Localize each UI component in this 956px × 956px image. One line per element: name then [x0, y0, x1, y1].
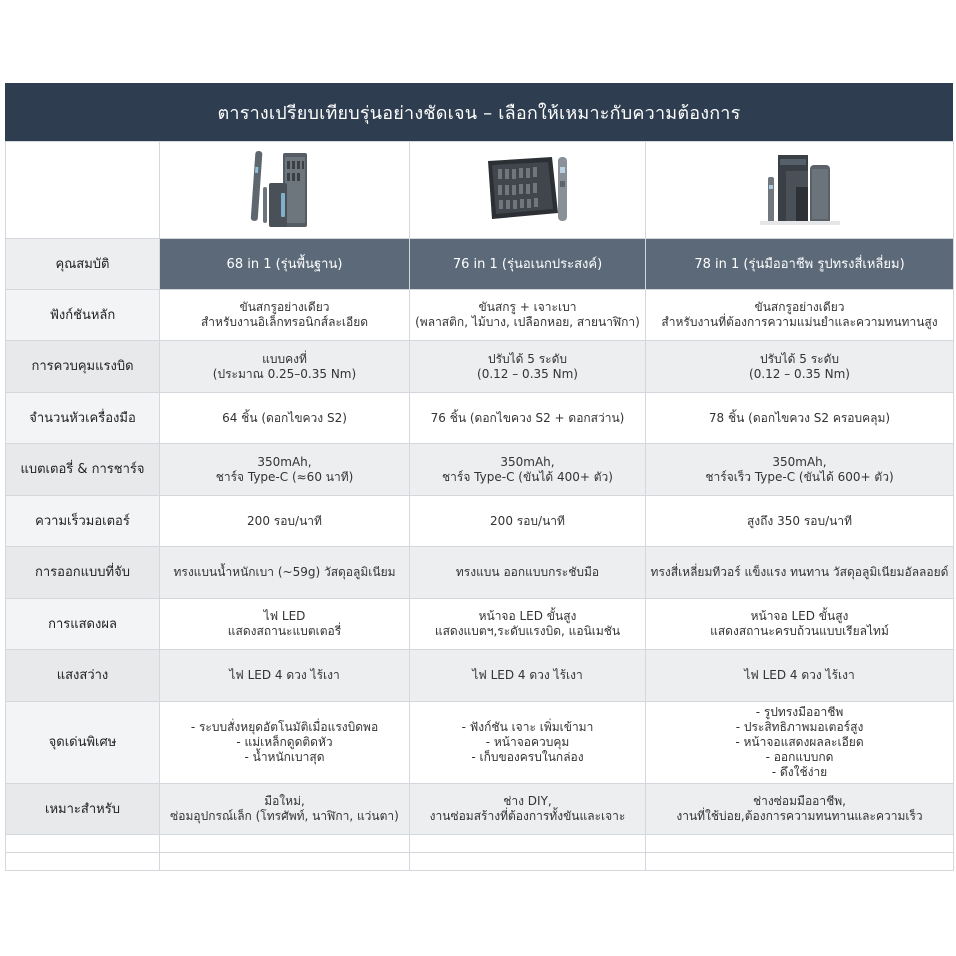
cell-line: (พลาสติก, ไม้บาง, เปลือกหอย, สายนาฬิกา) [415, 315, 640, 329]
empty-cell [410, 853, 646, 871]
model-76-header: 76 in 1 (รุ่นอเนกประสงค์) [410, 239, 646, 290]
row-label: ฟังก์ชันหลัก [6, 290, 160, 341]
cell-line: ไฟ LED 4 ดวง ไร้เงา [229, 668, 340, 682]
row-cell [646, 393, 954, 444]
row-cell [160, 444, 410, 496]
cell-line: ไฟ LED 4 ดวง ไร้เงา [472, 668, 583, 682]
row-cell [410, 496, 646, 547]
product-68-image [245, 147, 325, 233]
cell-line: - หน้าจอแสดงผลละเอียด [735, 735, 864, 749]
row-cell [646, 599, 954, 650]
cell-line: ทรงแบน ออกแบบกระชับมือ [455, 565, 600, 579]
cell-line: ไฟ LED [263, 609, 306, 623]
empty-cell [160, 853, 410, 871]
cell-line: - ประสิทธิภาพมอเตอร์สูง [735, 720, 864, 734]
row-cell [410, 444, 646, 496]
cell-line: แสดงสถานะครบถ้วนแบบเรียลไทม์ [710, 624, 889, 638]
cell-line: งานซ่อมสร้างที่ต้องการทั้งขันและเจาะ [429, 809, 626, 823]
row-cell [410, 290, 646, 341]
empty-row [6, 853, 954, 871]
empty-cell [410, 835, 646, 853]
cell-line: แบบคงที่ [262, 351, 307, 366]
product-76-image [478, 147, 578, 233]
cell-line: (ประมาณ 0.25–0.35 Nm) [212, 366, 357, 381]
product-image-78 [646, 142, 954, 239]
empty-cell [6, 835, 160, 853]
empty-cell [646, 853, 954, 871]
empty-cell [160, 835, 410, 853]
cell-line: ปรับได้ 5 ระดับ [759, 351, 840, 366]
row-cell [160, 599, 410, 650]
row-cell [160, 784, 410, 835]
cell-line: - ระบบสั่งหยุดอัตโนมัติเมื่อแรงบิดพอ [190, 720, 379, 734]
cell-line: 350mAh, [772, 454, 827, 469]
empty-cell [6, 853, 160, 871]
row-cell [410, 702, 646, 784]
row-label: แสงสว่าง [6, 650, 160, 702]
cell-line: ทรงสี่เหลี่ยมทีวอร์ แข็งแรง ทนทาน วัสดุอลูมิเนียมอัลลอยด์ [650, 565, 949, 579]
cell-line: 350mAh, [257, 454, 312, 469]
cell-line: ปรับได้ 5 ระดับ [487, 351, 568, 366]
cell-line: - ดึงใช้ง่าย [771, 765, 828, 779]
table-row [6, 444, 954, 496]
cell-line: 64 ชิ้น (ดอกไขควง S2) [222, 410, 347, 425]
row-cell [646, 341, 954, 393]
empty-corner-cell [6, 142, 160, 239]
cell-line: หน้าจอ LED ขั้นสูง [478, 609, 577, 623]
row-cell [410, 599, 646, 650]
cell-line: ขันสกรู + เจาะเบา [478, 300, 577, 314]
cell-line: ซ่อมอุปกรณ์เล็ก (โทรศัพท์, นาฬิกา, แว่นตา) [170, 809, 399, 823]
cell-line: สูงถึง 350 รอบ/นาที [746, 513, 852, 528]
table-row [6, 702, 954, 784]
cell-line: (0.12 – 0.35 Nm) [749, 366, 850, 381]
cell-line: - เก็บของครบในกล่อง [471, 750, 584, 764]
table-row [6, 599, 954, 650]
empty-cell [646, 835, 954, 853]
cell-line: แสดงแบตฯ,ระดับแรงบิด, แอนิเมชัน [434, 624, 621, 638]
cell-line: - น้ำหนักเบาสุด [244, 750, 325, 764]
table-row [6, 650, 954, 702]
cell-line: ขันสกรูอย่างเดียว [239, 300, 330, 314]
row-label: ความเร็วมอเตอร์ [6, 496, 160, 547]
row-cell [410, 393, 646, 444]
model-68-header: 68 in 1 (รุ่นพื้นฐาน) [160, 239, 410, 290]
cell-line: ไฟ LED 4 ดวง ไร้เงา [744, 668, 855, 682]
cell-line: สำหรับงานที่ต้องการความแม่นยำและความทนทานสูง [661, 315, 938, 329]
row-label: การออกแบบที่จับ [6, 547, 160, 599]
cell-line: ชาร์จ Type-C (≈60 นาที) [215, 469, 354, 484]
cell-line: 76 ชิ้น (ดอกไขควง S2 + ดอกสว่าน) [430, 410, 625, 425]
table-row [6, 784, 954, 835]
empty-row [6, 835, 954, 853]
cell-line: หน้าจอ LED ขั้นสูง [750, 609, 849, 623]
row-cell [410, 650, 646, 702]
table-row [6, 341, 954, 393]
model-78-header: 78 in 1 (รุ่นมืออาชีพ รูปทรงสี่เหลี่ยม) [646, 239, 954, 290]
row-cell [646, 784, 954, 835]
row-cell [646, 702, 954, 784]
cell-line: - หน้าจอควบคุม [485, 735, 570, 749]
cell-line: (0.12 – 0.35 Nm) [477, 366, 578, 381]
row-label: จุดเด่นพิเศษ [6, 702, 160, 784]
table-row [6, 290, 954, 341]
row-cell [160, 496, 410, 547]
product-image-76 [410, 142, 646, 239]
cell-line: - ฟังก์ชัน เจาะ เพิ่มเข้ามา [461, 720, 594, 734]
comparison-table [5, 141, 954, 871]
row-cell [160, 393, 410, 444]
header-row [6, 239, 954, 290]
cell-line: ช่างซ่อมมืออาชีพ, [753, 794, 846, 808]
cell-line: ขันสกรูอย่างเดียว [754, 300, 845, 314]
product-78-image [750, 147, 850, 233]
row-cell [160, 702, 410, 784]
row-label: แบตเตอรี่ & การชาร์จ [6, 444, 160, 496]
row-cell [646, 496, 954, 547]
row-cell [646, 650, 954, 702]
row-cell [410, 547, 646, 599]
cell-line: - รูปทรงมืออาชีพ [755, 705, 844, 719]
row-label: การแสดงผล [6, 599, 160, 650]
product-image-68 [160, 142, 410, 239]
row-cell [646, 290, 954, 341]
row-cell [646, 547, 954, 599]
row-label: การควบคุมแรงบิด [6, 341, 160, 393]
cell-line: 200 รอบ/นาที [247, 513, 322, 528]
comparison-container [5, 83, 953, 871]
image-row [6, 142, 954, 239]
header-label: คุณสมบัติ [6, 239, 160, 290]
row-cell [160, 547, 410, 599]
cell-line: - แม่เหล็กดูดติดหัว [236, 735, 333, 749]
cell-line: 78 ชิ้น (ดอกไขควง S2 ครอบคลุม) [708, 410, 891, 425]
cell-line: มือใหม่, [264, 794, 305, 808]
table-row [6, 547, 954, 599]
cell-line: งานที่ใช้บ่อย,ต้องการความทนทานและความเร็ว [676, 809, 923, 823]
table-title: ตารางเปรียบเทียบรุ่นอย่างชัดเจน – เลือกให้เหมาะกับความต้องการ [5, 83, 953, 141]
row-cell [160, 290, 410, 341]
cell-line: ช่าง DIY, [503, 794, 552, 808]
cell-line: ชาร์จ Type-C (ขันได้ 400+ ตัว) [442, 469, 613, 484]
cell-line: 350mAh, [500, 454, 555, 469]
table-row [6, 393, 954, 444]
cell-line: แสดงสถานะแบตเตอรี่ [227, 624, 342, 638]
row-cell [410, 341, 646, 393]
cell-line: - ออกแบบกด [765, 750, 834, 764]
cell-line: ชาร์จเร็ว Type-C (ขันได้ 600+ ตัว) [705, 469, 894, 484]
cell-line: ทรงแบนน้ำหนักเบา (~59g) วัสดุอลูมิเนียม [173, 565, 396, 579]
row-cell [646, 444, 954, 496]
row-label: จำนวนหัวเครื่องมือ [6, 393, 160, 444]
row-cell [410, 784, 646, 835]
table-row [6, 496, 954, 547]
row-cell [160, 341, 410, 393]
cell-line: 200 รอบ/นาที [490, 513, 565, 528]
cell-line: สำหรับงานอิเล็กทรอนิกส์ละเอียด [200, 315, 369, 329]
row-label: เหมาะสำหรับ [6, 784, 160, 835]
row-cell [160, 650, 410, 702]
